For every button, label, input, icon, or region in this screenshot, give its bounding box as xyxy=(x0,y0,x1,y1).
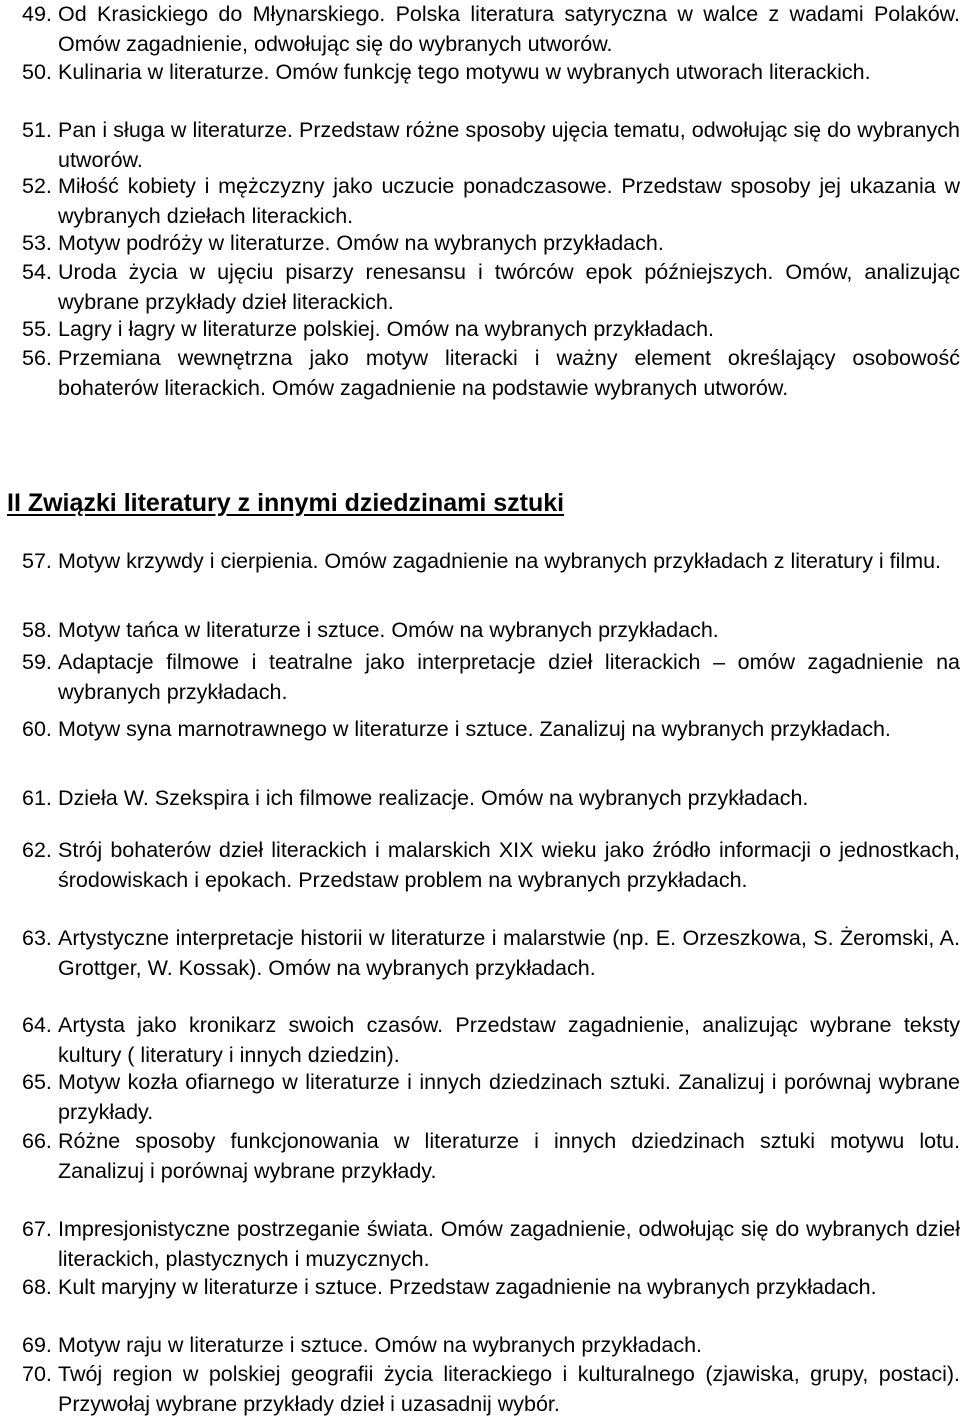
item-text: Strój bohaterów dzieł literackich i malarskich XIX wieku jako źródło informacji o jednostkach, środowiskach i epokach. Przedstaw problem na wybranych przykładach. xyxy=(58,838,960,892)
item-text: Przemiana wewnętrzna jako motyw literacki i ważny element określający osobowość bohaterów literackich. Omów zagadnienie na podstawie wybranych utworów. xyxy=(58,346,960,400)
item-number: 67. xyxy=(22,1217,52,1241)
item-text: Lagry i łagry w literaturze polskiej. Omów na wybranych przykładach. xyxy=(58,317,715,341)
item-number: 64. xyxy=(22,1013,52,1037)
list-item xyxy=(22,58,960,88)
item-number: 54. xyxy=(22,260,52,284)
list-item xyxy=(22,784,960,814)
item-text: Artysta jako kronikarz swoich czasów. Przedstaw zagadnienie, analizując wybrane teksty kultury ( literatury i innych dziedzin). xyxy=(58,1013,960,1067)
list-item xyxy=(22,547,960,577)
list-item xyxy=(22,116,960,175)
list-item xyxy=(22,1127,960,1186)
item-number: 55. xyxy=(22,317,52,341)
item-number: 69. xyxy=(22,1333,52,1357)
item-text: Kulinaria w literaturze. Omów funkcję tego motywu w wybranych utworach literackich. xyxy=(58,60,871,84)
item-number: 66. xyxy=(22,1129,52,1153)
item-number: 57. xyxy=(22,549,52,573)
list-item xyxy=(22,229,960,259)
item-number: 65. xyxy=(22,1070,52,1094)
item-text: Dzieła W. Szekspira i ich filmowe realizacje. Omów na wybranych przykładach. xyxy=(58,786,809,810)
item-text: Od Krasickiego do Młynarskiego. Polska literatura satyryczna w walce z wadami Polaków. Omów zagadnienie, odwołując się do wybranych utworów. xyxy=(58,2,960,56)
list-item xyxy=(22,715,960,745)
section-heading: II Związki literatury z innymi dziedzinami sztuki xyxy=(7,489,565,517)
list-item xyxy=(22,258,960,317)
item-number: 70. xyxy=(22,1362,52,1386)
list-item xyxy=(22,172,960,231)
item-text: Motyw raju w literaturze i sztuce. Omów na wybranych przykładach. xyxy=(58,1333,703,1357)
item-number: 58. xyxy=(22,618,52,642)
item-text: Motyw krzywdy i cierpienia. Omów zagadnienie na wybranych przykładach z literatury i filmu. xyxy=(58,549,942,573)
item-number: 63. xyxy=(22,926,52,950)
item-number: 53. xyxy=(22,231,52,255)
item-number: 52. xyxy=(22,174,52,198)
item-number: 51. xyxy=(22,118,52,142)
item-text: Pan i sługa w literaturze. Przedstaw różne sposoby ujęcia tematu, odwołując się do wybranych utworów. xyxy=(58,118,960,172)
item-text: Motyw podróży w literaturze. Omów na wybranych przykładach. xyxy=(58,231,664,255)
list-item xyxy=(22,315,960,345)
item-number: 59. xyxy=(22,650,52,674)
item-text: Motyw syna marnotrawnego w literaturze i sztuce. Zanalizuj na wybranych przykładach. xyxy=(58,717,891,741)
list-item xyxy=(22,1068,960,1127)
list-item xyxy=(22,1011,960,1070)
list-item xyxy=(22,648,960,707)
item-text: Artystyczne interpretacje historii w literaturze i malarstwie (np. E. Orzeszkowa, S. Żeromski, A. Grottger, W. Kossak). Omów na wybranych przykładach. xyxy=(58,926,960,980)
list-item xyxy=(22,0,960,59)
list-item xyxy=(22,1215,960,1274)
list-item xyxy=(22,616,960,646)
item-text: Impresjonistyczne postrzeganie świata. Omów zagadnienie, odwołując się do wybranych dzieł literackich, plastycznych i muzycznych. xyxy=(58,1217,960,1271)
item-number: 56. xyxy=(22,346,52,370)
list-item xyxy=(22,1331,960,1361)
item-text: Kult maryjny w literaturze i sztuce. Przedstaw zagadnienie na wybranych przykładach. xyxy=(58,1275,877,1299)
item-text: Motyw tańca w literaturze i sztuce. Omów na wybranych przykładach. xyxy=(58,618,719,642)
item-number: 61. xyxy=(22,786,52,810)
item-number: 60. xyxy=(22,717,52,741)
item-number: 62. xyxy=(22,838,52,862)
list-item xyxy=(22,924,960,983)
list-item xyxy=(22,836,960,895)
list-item xyxy=(22,344,960,403)
item-number: 49. xyxy=(22,2,52,26)
item-text: Miłość kobiety i mężczyzny jako uczucie ponadczasowe. Przedstaw sposoby jej ukazania w wybranych dziełach literackich. xyxy=(58,174,960,228)
item-text: Uroda życia w ujęciu pisarzy renesansu i twórców epok późniejszych. Omów, analizując wybrane przykłady dzieł literackich. xyxy=(58,260,960,314)
list-item xyxy=(22,1273,960,1303)
item-text: Adaptacje filmowe i teatralne jako interpretacje dzieł literackich – omów zagadnienie na wybranych przykładach. xyxy=(58,650,960,704)
item-number: 50. xyxy=(22,60,52,84)
item-number: 68. xyxy=(22,1275,52,1299)
list-item xyxy=(22,1360,960,1419)
item-text: Różne sposoby funkcjonowania w literaturze i innych dziedzinach sztuki motywu lotu. Zanalizuj i porównaj wybrane przykłady. xyxy=(58,1129,960,1183)
item-text: Motyw kozła ofiarnego w literaturze i innych dziedzinach sztuki. Zanalizuj i porównaj wybrane przykłady. xyxy=(58,1070,960,1124)
item-text: Twój region w polskiej geografii życia literackiego i kulturalnego (zjawiska, grupy, postaci). Przywołaj wybrane przykłady dzieł i uzasadnij wybór. xyxy=(58,1362,960,1416)
